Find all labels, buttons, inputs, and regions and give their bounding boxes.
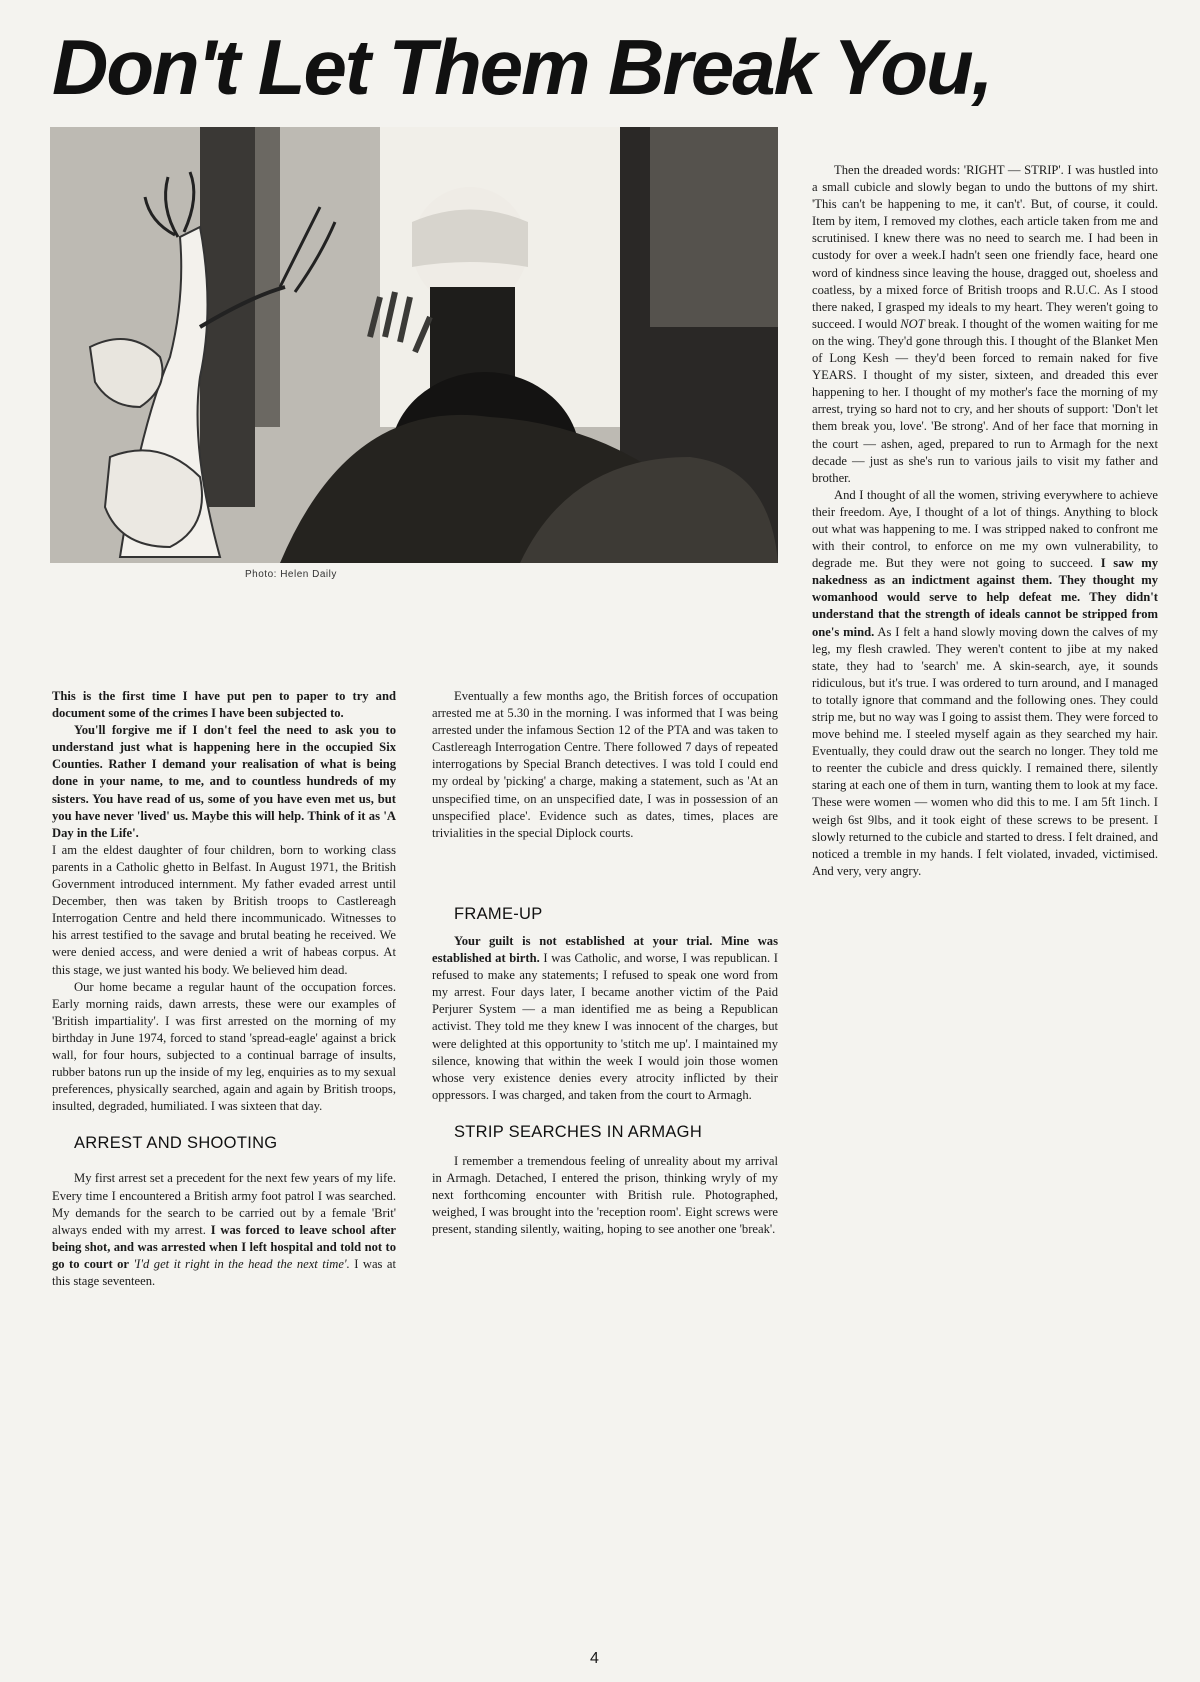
intro-bold-text: This is the first time I have put pen to paper to try and document some of the crimes I have been subjected to. xyxy=(52,689,396,721)
headline: Don't Let Them Break You, xyxy=(52,23,992,111)
body-paragraph: I remember a tremendous feeling of unreality about my arrival in Armagh. Detached, I entered the prison, thinking wryly of my next forthcoming encounter with British rule. Photographed, weighed, I was brought into the 'reception room'. Eight screws were present, standing silently, waiting, hoping to see another one 'break'. xyxy=(432,1153,778,1237)
paragraph-emphasis: NOT xyxy=(900,316,925,331)
body-paragraph xyxy=(52,1170,396,1290)
section-heading: FRAME-UP xyxy=(454,904,543,923)
paragraph-text: As I felt a hand slowly moving down the calves of my leg, my flesh crawled. They weren't content to jibe at my naked state, they had to 'search' me. A skin-search, aye, it sounds ridiculous, but it's true. I was ordered to turn around, and I managed to totally ignore that command and the following ones. They could strip me, but no way was I going to assist them. They were forced to move behind me. I steeled myself again as they searched my hair. Eventually, they could draw out the search no longer. They told me to reenter the cubicle and dress quickly. I remained there, silently staring at each one of them in turn, wanting them to look at my face. These were women — women who did this to me. I am 5ft 1inch. I weigh 6st 9lbs, and it took eight of these screws to be present. I slowly returned to the cubicle and started to dress. I felt drained, and noticed a tremble in my hands. I felt violated, invaded, victimised. And very, very angry. xyxy=(812,624,1158,878)
bold-paragraph-text: You'll forgive me if I don't feel the need to ask you to understand just what is happening here in the occupied Six Counties. Rather I demand your realisation of what is being done in your name, to me, and to countless hundreds of my sisters. You have read of us, some of you have even met us, but you have never 'lived' us. Maybe this will help. Think of it as 'A Day in the Life'. xyxy=(52,723,396,840)
page-number: 4 xyxy=(590,1650,599,1667)
article-column-2 xyxy=(432,688,778,1238)
paragraph-quote: 'I'd get it right in the head the next time'. xyxy=(133,1256,350,1271)
paragraph-text: I was Catholic, and worse, I was republican. I refused to make any statements; I refused to speak one word from my arrest. Four days later, I became another victim of the Paid Perjurer System — a man identified me as being a Republican activist. They told me they knew I was innocent of the charges, but were delighted at this opportunity to 'stitch me up'. I maintained my silence, knowing that within the week I would join those women whose very existence denies every atrocity inflicted by their oppressors. I was charged, and taken from the court to Armagh. xyxy=(432,951,778,1102)
paragraph-text: Then the dreaded words: 'RIGHT — STRIP'. I was hustled into a small cubicle and slowly began to undo the buttons of my shirt. 'This can't be happening to me, it can't'. But, of course, it could. Item by item, I removed my clothes, each article taken from me and scrutinised. I knew there was no need to search me. I had been in custody for over a week.I hadn't seen one friendly face, heard one word of kindness since leaving the house, dragged out, shoeless and coatless, by a mixed force of British troops and R.U.C. As I stood there naked, I grasped my ideals to my heart. They weren't going to succeed. I would xyxy=(812,163,1158,331)
paragraph-bold: Your guilt is not established at your trial. Mine was established at birth. xyxy=(432,933,778,966)
paragraph-bold: I was forced to leave school after being shot, and was arrested when I left hospital and told not to go to court or xyxy=(52,1222,396,1271)
body-paragraph xyxy=(432,933,778,1104)
paragraph-start: My first arrest set a precedent for the next few years of my life. Every time I encountered a British army foot patrol I was searched. My demands for the search to be carried out by a female 'Brit' always ended with my arrest. xyxy=(52,1171,396,1237)
body-paragraph: Our home became a regular haunt of the occupation forces. Early morning raids, dawn arrests, these were our examples of 'British impartiality'. I was first arrested on the morning of my birthday in June 1974, forced to stand 'spread-eagle' against a brick wall, for four hours, subjected to a continual barrage of insults, rubber batons run up the inside of my leg, enquiries as to my sexual preferences, physically searched, again and again by British troops, insulted, degraded, humiliated. I was sixteen that day. xyxy=(52,979,396,1114)
paragraph-bold: I saw my nakedness as an indictment against them. They thought my womanhood would serve to help defeat me. They didn't understand that the strength of ideals cannot be stripped from one's mind. xyxy=(812,556,1158,639)
bold-paragraph xyxy=(52,722,396,842)
paragraph-end: I was at this stage seventeen. xyxy=(52,1256,396,1288)
article-column-1 xyxy=(52,688,396,1290)
intro-paragraph xyxy=(52,688,396,722)
article-column-3 xyxy=(812,162,1158,880)
body-paragraph xyxy=(812,487,1158,880)
photo-illustration xyxy=(50,127,778,563)
photo-credit: Photo: Helen Daily xyxy=(245,569,337,580)
section-heading: STRIP SEARCHES IN ARMAGH xyxy=(454,1122,703,1141)
paragraph-text: And I thought of all the women, striving everywhere to achieve their freedom. Aye, I thought of a lot of things. Anything to block out what was happening to me. I was stripped naked to confront me with their control, to enforce on me my own vulnerability, to degrade me. But they were not going to succeed. xyxy=(812,487,1158,571)
body-paragraph: Eventually a few months ago, the British forces of occupation arrested me at 5.30 in the morning. I was informed that I was being arrested under the infamous Section 12 of the PTA and was taken to Castlereagh Interrogation Centre. There followed 7 days of repeated interrogations by Special Branch detectives. I was told I could end my ordeal by 'picking' a charge, making a statement, such as 'At an unspecified time, on an unspecified date, I was in possession of an unspecified place'. Evidence such as dates, times, places are trivialities in the special Diplock courts. xyxy=(432,689,778,840)
photograph xyxy=(50,127,778,563)
body-paragraph: I am the eldest daughter of four children, born to working class parents in a Catholic ghetto in Belfast. In August 1971, the British Government introduced internment. My father evaded arrest until December, then was taken by British troops to Castlereagh Interrogation Centre and held there incommunicado. Witnesses to his arrest testified to the savage and brutal beating he received. We were denied access, and were denied a writ of habeas corpus. At this stage, we just wanted his body. We believed him dead. xyxy=(52,842,396,977)
body-paragraph xyxy=(812,162,1158,487)
paragraph-text: break. I thought of the women waiting for me on the wing. They'd gone through this. I thought of the Blanket Men of Long Kesh — they'd been forced to remain naked for five YEARS. I thought of my sister, sixteen, and dreaded this ever happening to her. I thought of my mother's face the morning of my arrest, trying so hard not to cry, and her shouts of support: 'Don't let them break you, love'. 'Be strong'. And of her face that morning in the court — ashen, aged, prepared to run to Armagh for the next decade — just as she's run to various jails to visit my father and brother. xyxy=(812,316,1158,485)
section-heading: ARREST AND SHOOTING xyxy=(74,1134,278,1153)
